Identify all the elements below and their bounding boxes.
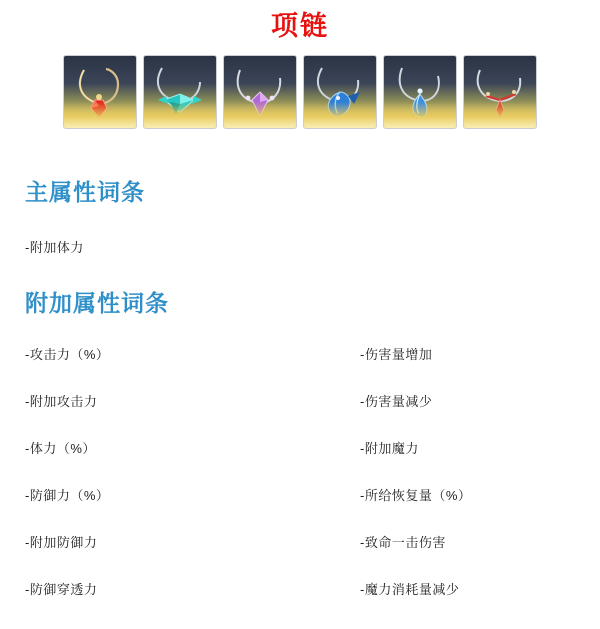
necklace-blue-bird-icon[interactable] bbox=[303, 55, 377, 129]
main-attr-item: -附加体力 bbox=[25, 240, 84, 255]
sub-attr-item: -攻击力（%） bbox=[25, 347, 110, 362]
necklace-blue-teardrop-icon[interactable] bbox=[383, 55, 457, 129]
sub-attr-heading: 附加属性词条 bbox=[25, 290, 169, 316]
sub-attr-item: -所给恢复量（%） bbox=[360, 488, 472, 503]
sub-attr-item: -魔力消耗量减少 bbox=[360, 582, 460, 597]
sub-attr-item: -伤害量减少 bbox=[360, 394, 433, 409]
sub-attr-item: -防御穿透力 bbox=[25, 582, 98, 597]
necklace-violet-crystal-icon[interactable] bbox=[223, 55, 297, 129]
icon-glow bbox=[64, 102, 136, 128]
icon-glow bbox=[224, 102, 296, 128]
icon-glow bbox=[464, 102, 536, 128]
necklace-cyan-wing-icon[interactable] bbox=[143, 55, 217, 129]
sub-attr-item: -附加防御力 bbox=[25, 535, 98, 550]
sub-attr-item: -防御力（%） bbox=[25, 488, 110, 503]
icon-glow bbox=[304, 102, 376, 128]
page-root bbox=[0, 9, 600, 604]
necklace-red-ribbon-icon[interactable] bbox=[463, 55, 537, 129]
icon-glow bbox=[144, 102, 216, 128]
sub-attr-item: -附加魔力 bbox=[360, 441, 419, 456]
sub-attr-item: -附加攻击力 bbox=[25, 394, 98, 409]
necklace-icon-row bbox=[0, 55, 600, 129]
sub-attr-item: -体力（%） bbox=[25, 441, 96, 456]
sub-attr-list bbox=[25, 347, 575, 629]
icon-glow bbox=[384, 102, 456, 128]
necklace-red-gem-icon[interactable] bbox=[63, 55, 137, 129]
page-title: 项链 bbox=[271, 11, 329, 41]
sub-attr-item: -伤害量增加 bbox=[360, 347, 433, 362]
sub-attr-item: -致命一击伤害 bbox=[360, 535, 446, 550]
main-attr-heading: 主属性词条 bbox=[25, 179, 145, 205]
